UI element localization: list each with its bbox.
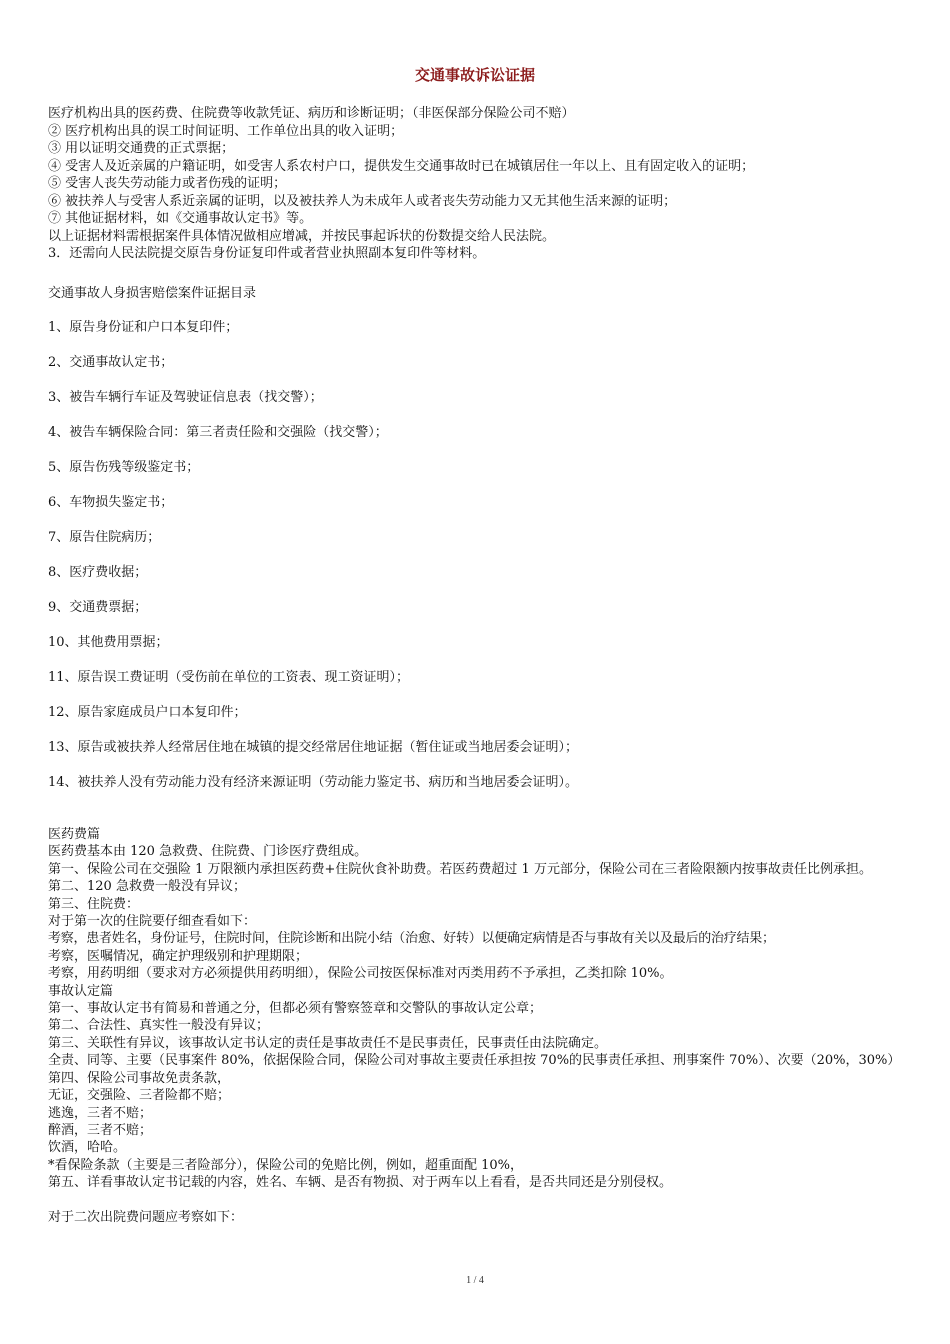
evidence-item: 医疗机构出具的医药费、住院费等收款凭证、病历和诊断证明；（非医保部分保险公司不赔） [48,106,575,121]
paragraph: 第二、合法性、真实性一般没有异议； [48,1018,270,1034]
paragraph: 第三、关联性有异议，该事故认定书认定的责任是事故责任不是民事责任，民事责任由法院确定。 [48,1035,608,1051]
paragraph: *看保险条款（主要是三者险部分），保险公司的免赔比例，例如，超重面配 10%， [48,1157,524,1173]
catalog-item: 14、被扶养人没有劳动能力没有经济来源证明（劳动能力鉴定书、病历和当地居委会证明）。 [48,775,579,790]
paragraph: 饮酒，哈哈。 [48,1140,127,1156]
paragraph: 对于二次出院费问题应考察如下： [48,1209,244,1225]
evidence-item: 3．还需向人民法院提交原告身份证复印件或者营业执照副本复印件等材料。 [48,246,486,261]
evidence-item: ② 医疗机构出具的误工时间证明、工作单位出具的收入证明； [48,123,404,139]
page-number: 1 / 4 [466,1275,484,1286]
catalog-item: 7、原告住院病历； [48,530,161,545]
paragraph: 医药费基本由 120 急救费、住院费、门诊医疗费组成。 [48,844,368,860]
evidence-list [48,105,918,263]
paragraph: 逃逸，三者不赔； [48,1105,153,1121]
paragraph: 第一、保险公司在交强险 1 万限额内承担医药费+住院伙食补助费。若医药费超过 1 万元部分，保险公司在三者险限额内按事故责任比例承担。 [48,861,872,877]
paragraph: 第二、120 急救费一般没有异议； [48,879,246,895]
medical-and-accident-section [48,826,918,1226]
catalog-item: 5、原告伤残等级鉴定书； [48,460,200,475]
paragraph: 第三、住院费： [48,896,140,912]
paragraph: 考察，患者姓名，身份证号，住院时间，住院诊断和出院小结（治愈、好转）以便确定病情是否与事故有关以及最后的治疗结果； [48,931,775,947]
paragraph: 考察，用药明细（要求对方必须提供用药明细），保险公司按医保标准对丙类用药不予承担，乙类扣除 10%。 [48,966,673,982]
catalog-item: 1、原告身份证和户口本复印件； [48,320,239,335]
evidence-item: ③ 用以证明交通费的正式票据； [48,141,235,156]
catalog-title: 交通事故人身损害赔偿案件证据目录 [48,286,257,301]
section-heading-medical: 医药费篇 [48,827,101,842]
evidence-item: ⑦ 其他证据材料，如《交通事故认定书》等。 [48,211,313,226]
paragraph: 对于第一次的住院要仔细查看如下： [48,914,257,930]
paragraph: 全责、同等、主要（民事案件 80%，依据保险合同，保险公司对事故主要责任承担按 70%的民事责任承担、刑事案件 70%）、次要（20%，30%） [48,1053,901,1069]
paragraph: 无证，交强险、三者险都不赔； [48,1088,231,1104]
evidence-item: ④ 受害人及近亲属的户籍证明，如受害人系农村户口，提供发生交通事故时已在城镇居住一年以上、且有固定收入的证明； [48,158,755,174]
document-title: 交通事故诉讼证据 [414,66,535,84]
catalog-item: 8、医疗费收据； [48,565,148,580]
blank-line [48,1192,918,1209]
paragraph: 第五、详看事故认定书记载的内容，姓名、车辆、是否有物损、对于两车以上看看，是否共同还是分别侵权。 [48,1175,673,1191]
section-heading-accident: 事故认定篇 [48,983,114,999]
catalog-item: 12、原告家庭成员户口本复印件； [48,705,247,720]
catalog-item: 11、原告误工费证明（受伤前在单位的工资表、现工资证明）； [48,670,410,685]
paragraph: 考察，医嘱情况，确定护理级别和护理期限； [48,948,309,964]
catalog-item: 6、车物损失鉴定书； [48,495,174,510]
catalog-item: 9、交通费票据； [48,600,148,615]
catalog-item: 10、其他费用票据； [48,635,169,650]
evidence-item: ⑤ 受害人丧失劳动能力或者伤残的证明； [48,176,287,191]
catalog-item: 2、交通事故认定书； [48,355,174,370]
evidence-item: 以上证据材料需根据案件具体情况做相应增减，并按民事起诉状的份数提交给人民法院。 [48,228,556,244]
paragraph: 第一、事故认定书有简易和普通之分，但都必须有警察签章和交警队的事故认定公章； [48,1001,543,1017]
catalog-item: 13、原告或被扶养人经常居住地在城镇的提交经常居住地证据（暂住证或当地居委会证明）； [48,740,579,755]
evidence-item: ⑥ 被扶养人与受害人系近亲属的证明，以及被扶养人为未成年人或者丧失劳动能力又无其他生活来源的证明； [48,193,677,209]
paragraph: 第四、保险公司事故免责条款， [48,1070,231,1086]
catalog-item: 4、被告车辆保险合同：第三者责任险和交强险（找交警）； [48,425,388,440]
paragraph: 醉酒，三者不赔； [48,1122,153,1138]
catalog-item: 3、被告车辆行车证及驾驶证信息表（找交警）； [48,390,323,405]
